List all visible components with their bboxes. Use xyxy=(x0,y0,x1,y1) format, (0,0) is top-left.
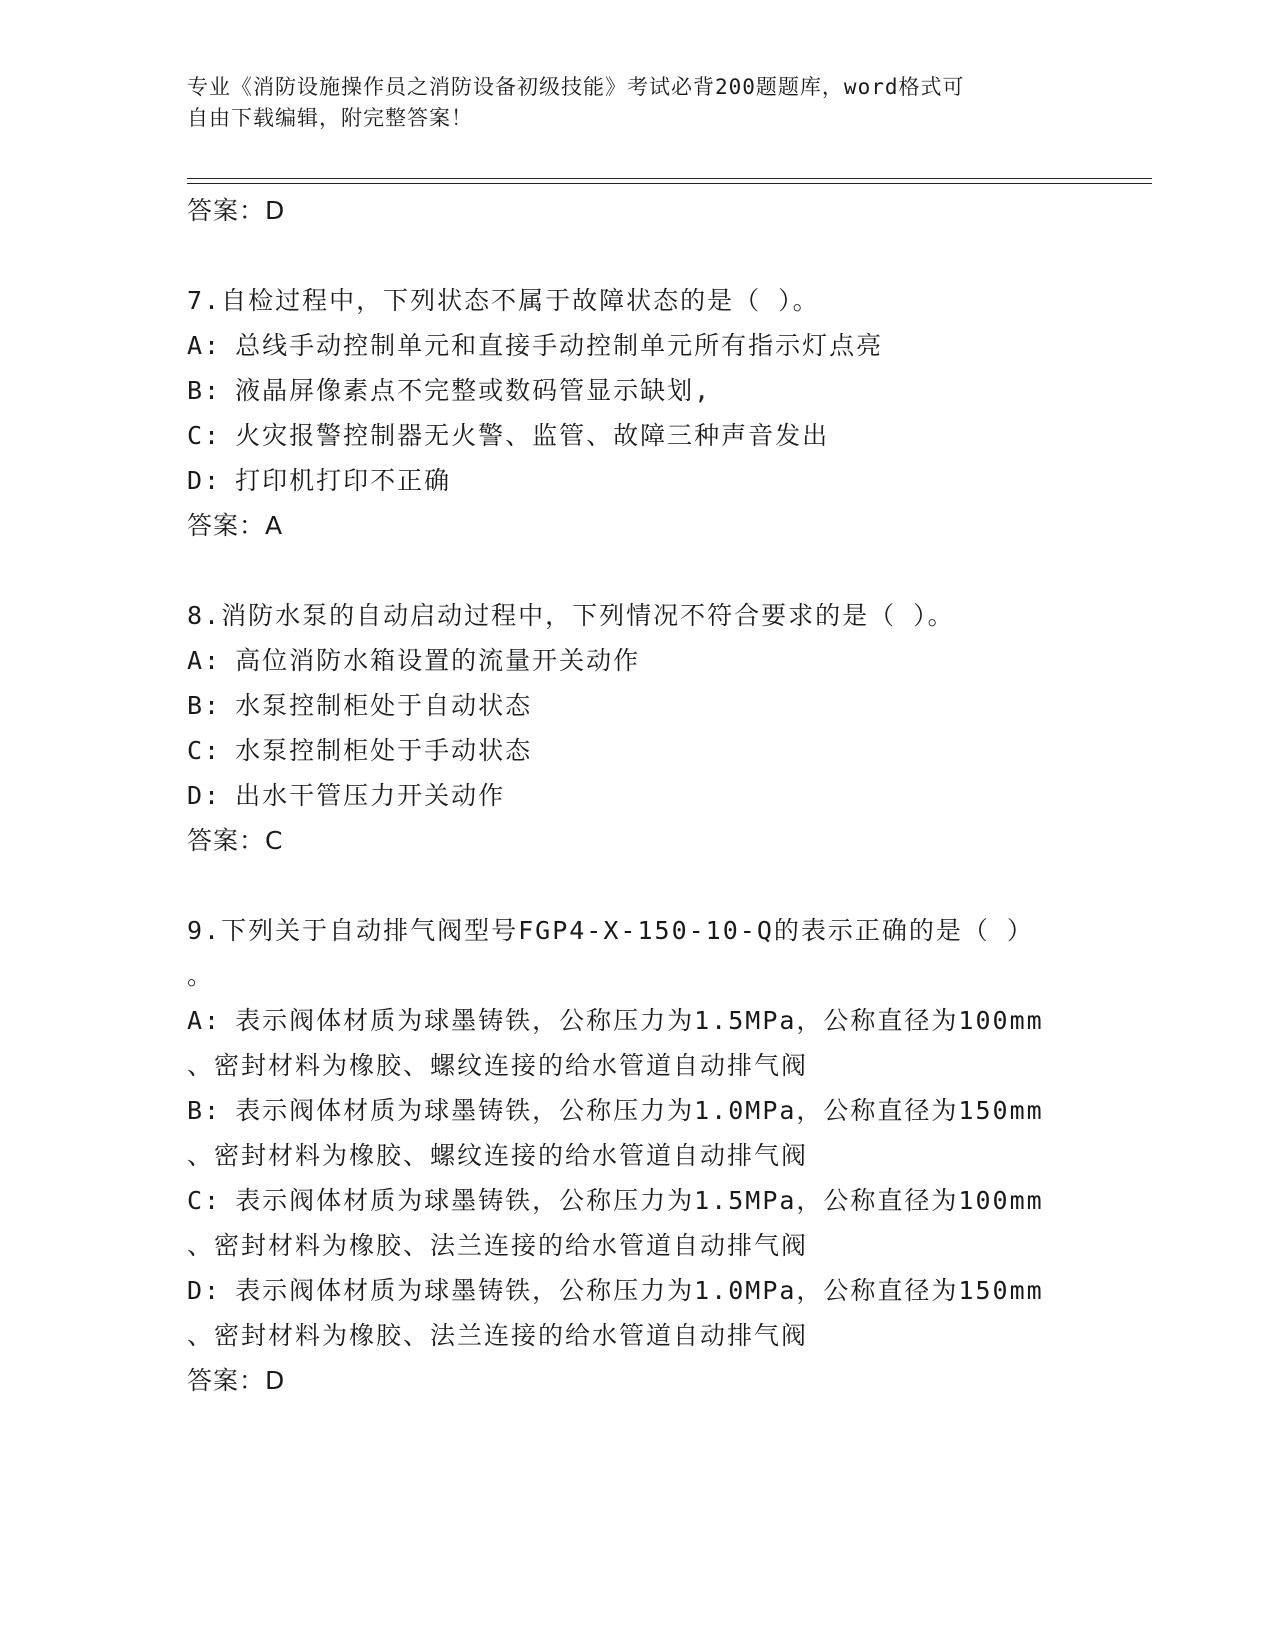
option-a xyxy=(187,323,1087,368)
option-text: 火灾报警控制器无火警、监管、故障三种声音发出 xyxy=(235,421,830,450)
option-c xyxy=(187,413,1087,458)
question-8 xyxy=(187,593,1087,863)
option-label: D: xyxy=(187,466,222,495)
option-b xyxy=(187,683,1087,728)
answer: 答案：C xyxy=(187,826,284,855)
answer: 答案：A xyxy=(187,511,284,540)
question-7 xyxy=(187,278,1087,548)
question-stem: 8.消防水泵的自动启动过程中，下列情况不符合要求的是（ ）。 xyxy=(187,601,955,630)
option-text: 高位消防水箱设置的流量开关动作 xyxy=(235,646,641,675)
option-label: D: xyxy=(187,781,222,810)
option-label: A: xyxy=(187,646,222,675)
answer-prev: 答案：D xyxy=(187,196,286,225)
option-b xyxy=(187,368,1087,413)
question-stem: 7.自检过程中，下列状态不属于故障状态的是（ ）。 xyxy=(187,286,820,315)
option-label: B: xyxy=(187,691,222,720)
option-d xyxy=(187,458,1087,503)
option-a xyxy=(187,638,1087,683)
option-c xyxy=(187,1178,1087,1223)
header-divider-bottom xyxy=(187,183,1152,184)
option-text: 出水干管压力开关动作 xyxy=(235,781,506,810)
page-header xyxy=(187,72,1087,134)
option-d xyxy=(187,1268,1087,1313)
option-text: 水泵控制柜处于自动状态 xyxy=(235,691,533,720)
option-text: 水泵控制柜处于手动状态 xyxy=(235,736,533,765)
option-label: C: xyxy=(187,421,222,450)
question-stem: 9.下列关于自动排气阀型号FGP4-X-150-10-Q的表示正确的是（ ） xyxy=(187,916,1034,945)
option-label: A: xyxy=(187,1006,222,1035)
option-text: 表示阀体材质为球墨铸铁，公称压力为1.5MPa，公称直径为100mm xyxy=(235,1186,1044,1215)
question-stem-continued: 。 xyxy=(187,961,215,990)
option-a xyxy=(187,998,1087,1043)
header-line-1: 专业《消防设施操作员之消防设备初级技能》考试必背200题题库，word格式可 xyxy=(187,75,965,99)
spacer xyxy=(187,233,1087,278)
document-body xyxy=(187,188,1087,1403)
option-c xyxy=(187,728,1087,773)
option-text: 表示阀体材质为球墨铸铁，公称压力为1.0MPa，公称直径为150mm xyxy=(235,1276,1044,1305)
option-b-continued: 、密封材料为橡胶、螺纹连接的给水管道自动排气阀 xyxy=(187,1141,809,1170)
spacer xyxy=(187,548,1087,593)
option-label: C: xyxy=(187,736,222,765)
option-label: A: xyxy=(187,331,222,360)
question-9 xyxy=(187,908,1087,1403)
option-text: 总线手动控制单元和直接手动控制单元所有指示灯点亮 xyxy=(235,331,884,360)
option-label: B: xyxy=(187,1096,222,1125)
option-a-continued: 、密封材料为橡胶、螺纹连接的给水管道自动排气阀 xyxy=(187,1051,809,1080)
header-divider-top xyxy=(187,178,1152,179)
option-text: 表示阀体材质为球墨铸铁，公称压力为1.0MPa，公称直径为150mm xyxy=(235,1096,1044,1125)
spacer xyxy=(187,863,1087,908)
answer: 答案：D xyxy=(187,1366,286,1395)
header-line-2: 自由下载编辑，附完整答案！ xyxy=(187,106,473,130)
option-label: B: xyxy=(187,376,222,405)
option-text: 打印机打印不正确 xyxy=(235,466,452,495)
option-text: 表示阀体材质为球墨铸铁，公称压力为1.5MPa，公称直径为100mm xyxy=(235,1006,1044,1035)
option-c-continued: 、密封材料为橡胶、法兰连接的给水管道自动排气阀 xyxy=(187,1231,809,1260)
option-label: C: xyxy=(187,1186,222,1215)
option-label: D: xyxy=(187,1276,222,1305)
option-d xyxy=(187,773,1087,818)
option-text: 液晶屏像素点不完整或数码管显示缺划, xyxy=(235,376,712,405)
option-b xyxy=(187,1088,1087,1133)
option-d-continued: 、密封材料为橡胶、法兰连接的给水管道自动排气阀 xyxy=(187,1321,809,1350)
